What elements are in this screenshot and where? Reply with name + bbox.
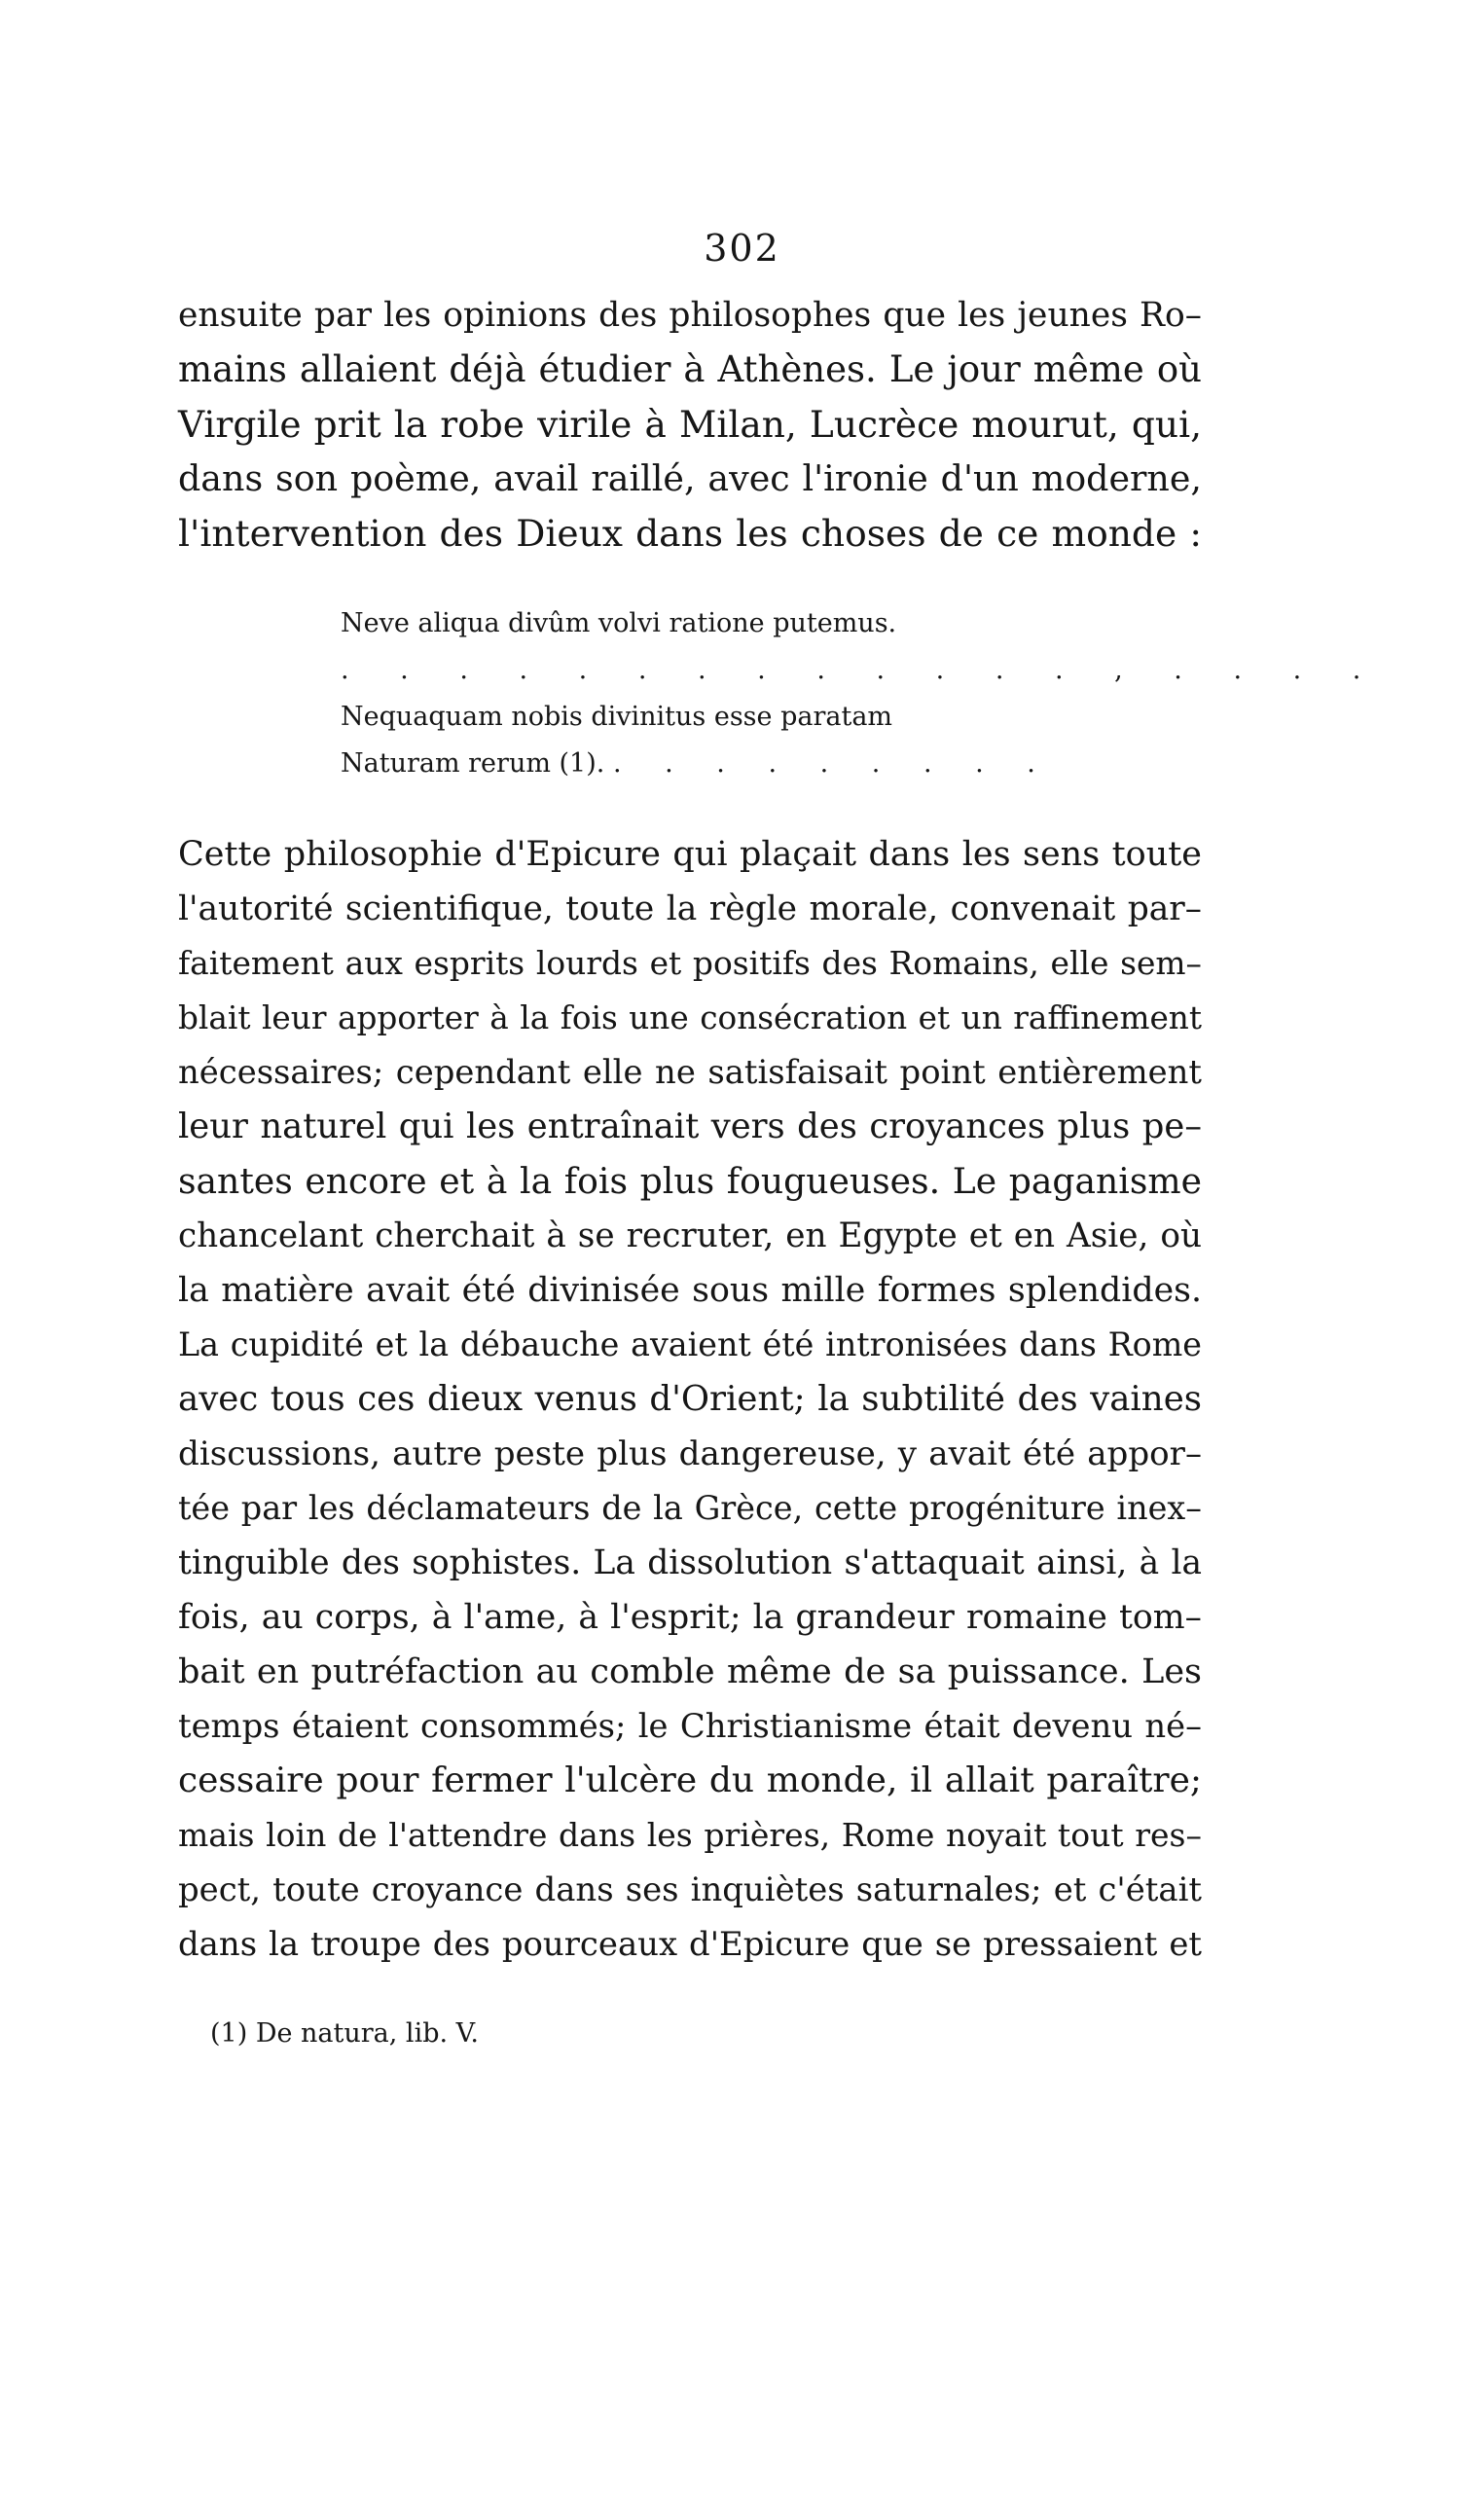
- text-line: tée par les déclamateurs de la Grèce, cette progéniture inex–: [178, 1489, 1202, 1527]
- text-line: dans son poème, avail raillé, avec l'ironie d'un moderne,: [178, 457, 1202, 499]
- text-line: bait en putréfaction au comble même de sa puissance. Les: [178, 1652, 1202, 1691]
- text-line: Cette philosophie d'Epicure qui plaçait dans les sens toute: [178, 835, 1202, 874]
- text-line: mains allaient déjà étudier à Athènes. Le jour même où: [178, 348, 1202, 390]
- quote-trailing-dots: . . . . . . . . .: [612, 748, 1053, 779]
- text-line: la matière avait été divinisée sous mille formes splendides.: [178, 1271, 1202, 1310]
- latin-quotation: [341, 600, 1383, 787]
- quote-line-text: Naturam rerum (1).: [341, 748, 605, 779]
- text-line: blait leur apporter à la fois une consécration et un raffinement: [178, 999, 1202, 1036]
- text-line: fois, au corps, à l'ame, à l'esprit; la grandeur romaine tom–: [178, 1598, 1202, 1637]
- text-line: cessaire pour fermer l'ulcère du monde, il allait paraître;: [178, 1760, 1202, 1800]
- text-line: santes encore et à la fois plus fougueuses. Le paganisme: [178, 1160, 1202, 1202]
- text-line: pect, toute croyance dans ses inquiètes saturnales; et c'était: [178, 1870, 1202, 1908]
- text-line: Virgile prit la robe virile à Milan, Lucrèce mourut, qui,: [178, 403, 1202, 446]
- text-line: La cupidité et la débauche avaient été intronisées dans Rome: [178, 1325, 1202, 1363]
- text-line: chancelant cherchait à se recruter, en Egypte et en Asie, où: [178, 1216, 1202, 1255]
- text-line: leur naturel qui les entraînait vers des croyances plus pe–: [178, 1107, 1202, 1146]
- text-line: discussions, autre peste plus dangereuse, y avait été appor–: [178, 1434, 1202, 1473]
- text-line: dans la troupe des pourceaux d'Epicure que se pressaient et: [178, 1925, 1202, 1963]
- text-line: l'intervention des Dieux dans les choses de ce monde :: [178, 512, 1202, 555]
- paragraph-1: [178, 288, 1202, 561]
- text-line: temps étaient consommés; le Christianisme était devenu né–: [178, 1707, 1202, 1745]
- quote-line: Nequaquam nobis divinitus esse paratam: [341, 702, 893, 732]
- text-line: mais loin de l'attendre dans les prières, Rome noyait tout res–: [178, 1816, 1202, 1854]
- text-line: faitement aux esprits lourds et positifs des Romains, elle sem–: [178, 944, 1202, 982]
- text-line: l'autorité scientifique, toute la règle morale, convenait par–: [178, 889, 1202, 928]
- paragraph-2: [178, 827, 1202, 1972]
- quote-line: [341, 741, 1053, 787]
- page-number: 302: [704, 227, 780, 270]
- text-line: ensuite par les opinions des philosophes que les jeunes Ro–: [178, 296, 1202, 335]
- quote-ellipsis-line: . . . . . . . . . . . . . , . . . .: [341, 655, 1383, 685]
- text-line: nécessaires; cependant elle ne satisfaisait point entièrement: [178, 1053, 1202, 1091]
- text-line: avec tous ces dieux venus d'Orient; la subtilité des vaines: [178, 1379, 1202, 1419]
- quote-line: Neve aliqua divûm volvi ratione putemus.: [341, 608, 897, 638]
- footnote: (1) De natura, lib. V.: [210, 2018, 480, 2049]
- text-line: tinguible des sophistes. La dissolution s'attaquait ainsi, à la: [178, 1543, 1202, 1582]
